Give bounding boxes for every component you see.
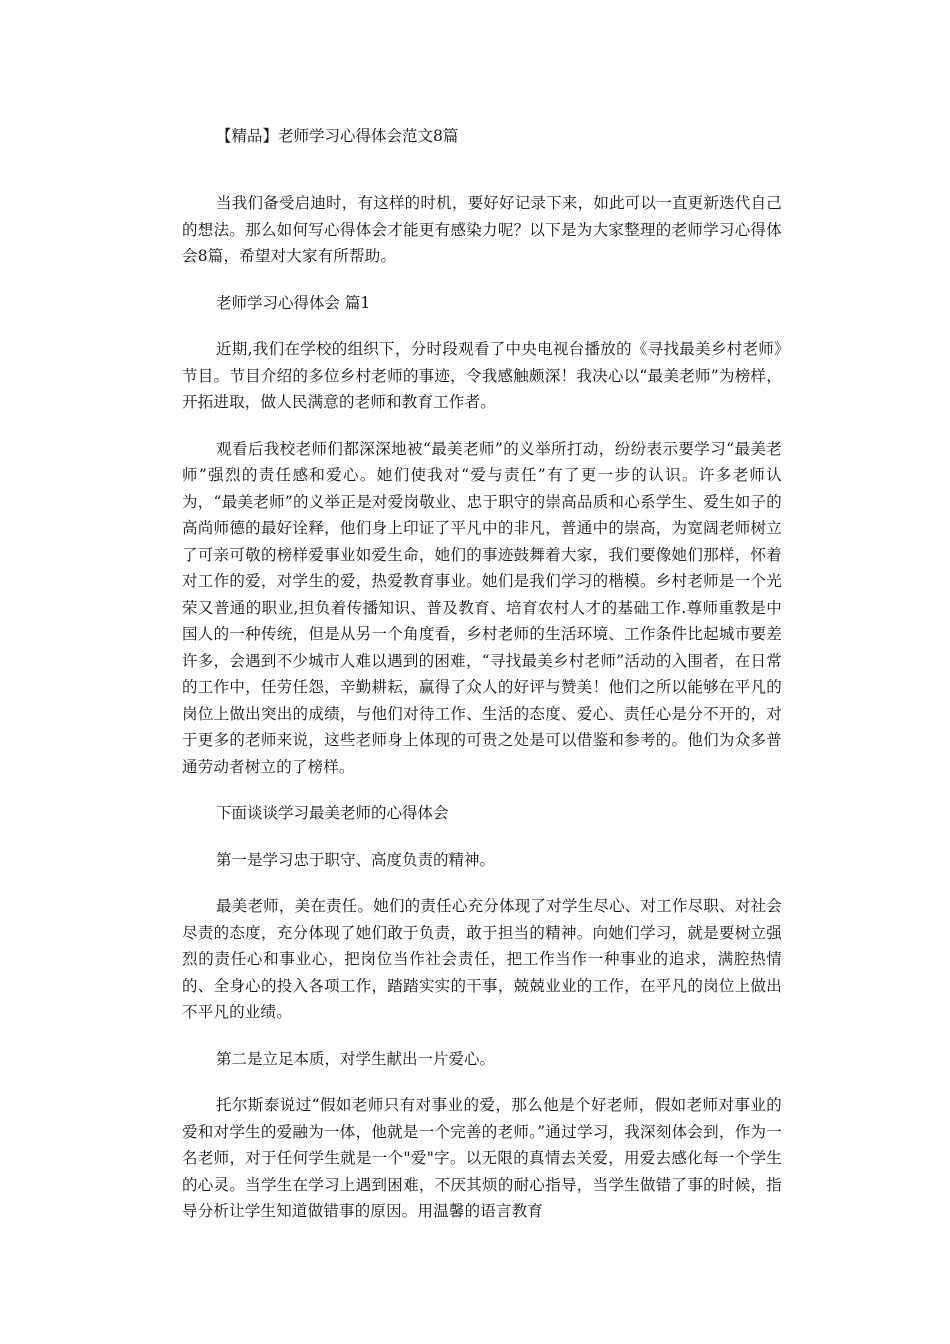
- spacer: [182, 416, 782, 436]
- body-paragraph: 托尔斯泰说过“假如老师只有对事业的爱，那么他是个好老师，假如老师对事业的爱和对学生的爱融为一体，他就是一个完善的老师。”通过学习，我深刻体会到，作为一名老师，对于任何学生就是一个"爱"字。以无限的真情去关爱，用爱去感化每一个学生的心灵。当学生在学习上遇到困难，不厌其烦的耐心指导，当学生做错了事的时候，指导分析让学生知道做错事的原因。用温馨的语言教育: [182, 1096, 782, 1220]
- spacer: [182, 316, 782, 336]
- subheading: 第一是学习忠于职守、高度负责的精神。: [216, 850, 496, 869]
- subheading: 第二是立足本质，对学生献出一片爱心。: [216, 1049, 496, 1068]
- body-paragraph: 近期,我们在学校的组织下，分时段观看了中央电视台播放的《寻找最美乡村老师》节目。节目介绍的多位乡村老师的事迹，令我感触颇深！我决心以“最美老师”为榜样，开拓进取，做人民满意的老师和教育工作者。: [182, 340, 782, 411]
- spacer: [182, 873, 782, 893]
- body-paragraph: 最美老师，美在责任。她们的责任心充分体现了对学生尽心、对工作尽职、对社会尽责的态度，充分体现了她们敢于负责，敢于担当的精神。向她们学习，就是要树立强烈的责任心和事业心，把岗位当作社会责任，把工作当作一种事业的追求，满腔热情的、全身心的投入各项工作，踏踏实实的干事，兢兢业业的工作，在平凡的岗位上做出不平凡的业绩。: [182, 897, 782, 1021]
- intro-paragraph: 当我们备受启迪时，有这样的时机，要好好记录下来，如此可以一直更新迭代自己的想法。那么如何写心得体会才能更有感染力呢？以下是为大家整理的老师学习心得体会8篇，希望对大家有所帮助。: [182, 194, 782, 265]
- body-paragraph: 观看后我校老师们都深深地被“最美老师”的义举所打动，纷纷表示要学习“最美老师”强烈的责任感和爱心。她们使我对“爱与责任”有了更一步的认识。许多老师认为，“最美老师”的义举正是对爱岗敬业、忠于职守的崇高品质和心系学生、爱生如子的高尚师德的最好诠释，他们身上印证了平凡中的非凡，普通中的崇高，为宽阔老师树立了可亲可敬的榜样爱事业如爱生命，她们的事迹鼓舞着大家，我们要像她们那样，怀着对工作的爱，对学生的爱，热爱教育事业。她们是我们学习的楷模。乡村老师是一个光荣又普通的职业,担负着传播知识、普及教育、培育农村人才的基础工作.尊师重教是中国人的一种传统，但是从另一个角度看，乡村老师的生活环境、工作条件比起城市要差许多，会遇到不少城市人难以遇到的困难，“寻找最美乡村老师”活动的入围者，在日常的工作中，任劳任怨，辛勤耕耘，赢得了众人的好评与赞美！他们之所以能够在平凡的岗位上做出突出的成绩，与他们对待工作、生活的态度、爱心、责任心是分不开的，对于更多的老师来说，这些老师身上体现的可贵之处是可以借鉴和参考的。他们为众多普通劳动者树立的了榜样。: [182, 439, 782, 776]
- spacer: [182, 827, 782, 847]
- spacer: [182, 150, 782, 190]
- subheading: 下面谈谈学习最美老师的心得体会: [216, 804, 449, 822]
- section-heading: 老师学习心得体会 篇1: [216, 293, 371, 312]
- spacer: [182, 780, 782, 800]
- spacer: [182, 1072, 782, 1092]
- spacer: [182, 1026, 782, 1046]
- document-page: [182, 122, 782, 1225]
- spacer: [182, 270, 782, 290]
- document-title: 【精品】老师学习心得体会范文8篇: [216, 127, 459, 145]
